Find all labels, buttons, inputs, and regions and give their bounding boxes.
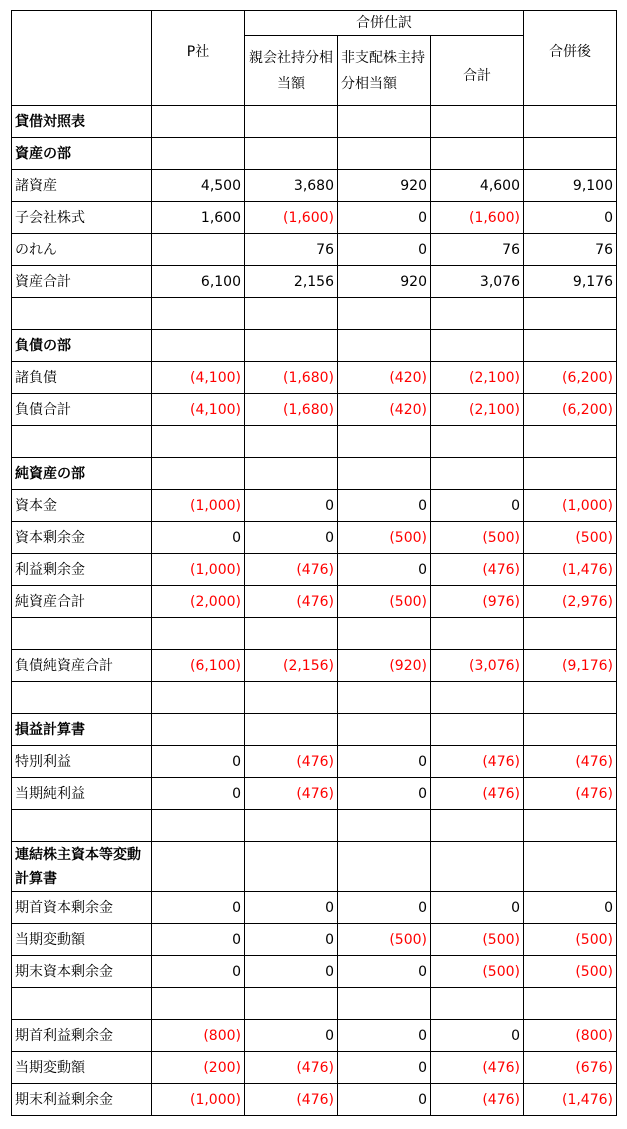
value-cell: 0 bbox=[338, 234, 431, 266]
empty-cell bbox=[245, 618, 338, 650]
empty-cell bbox=[338, 682, 431, 714]
value-cell: 4,500 bbox=[152, 170, 245, 202]
value-cell: (1,600) bbox=[431, 202, 524, 234]
value-cell: 0 bbox=[338, 956, 431, 988]
value-cell: 0 bbox=[338, 778, 431, 810]
value-cell: 0 bbox=[338, 1020, 431, 1052]
empty-cell bbox=[152, 618, 245, 650]
value-cell: 9,176 bbox=[524, 266, 617, 298]
value-cell: (976) bbox=[431, 586, 524, 618]
value-cell: 0 bbox=[338, 490, 431, 522]
value-cell: (2,000) bbox=[152, 586, 245, 618]
row-label: 諸資産 bbox=[12, 170, 152, 202]
empty-cell bbox=[431, 988, 524, 1020]
value-cell: (4,100) bbox=[152, 394, 245, 426]
value-cell: 0 bbox=[245, 924, 338, 956]
table-row bbox=[12, 988, 617, 1020]
empty-cell bbox=[338, 842, 431, 892]
value-cell: (420) bbox=[338, 394, 431, 426]
table-row bbox=[12, 924, 617, 956]
empty-cell bbox=[12, 426, 152, 458]
value-cell: (3,076) bbox=[431, 650, 524, 682]
row-label: 期末資本剰余金 bbox=[12, 956, 152, 988]
empty-cell bbox=[524, 106, 617, 138]
value-cell: (476) bbox=[431, 1084, 524, 1116]
value-cell: (476) bbox=[245, 746, 338, 778]
empty-cell bbox=[338, 988, 431, 1020]
value-cell: (476) bbox=[245, 554, 338, 586]
empty-cell bbox=[431, 810, 524, 842]
table-row bbox=[12, 618, 617, 650]
header-p-company: P社 bbox=[152, 11, 245, 106]
value-cell: 0 bbox=[338, 1084, 431, 1116]
value-cell: 0 bbox=[338, 746, 431, 778]
value-cell: 0 bbox=[245, 490, 338, 522]
empty-cell bbox=[12, 810, 152, 842]
table-row bbox=[12, 778, 617, 810]
value-cell: 9,100 bbox=[524, 170, 617, 202]
value-cell: (200) bbox=[152, 1052, 245, 1084]
value-cell: (9,176) bbox=[524, 650, 617, 682]
value-cell: (800) bbox=[152, 1020, 245, 1052]
row-label: 資産合計 bbox=[12, 266, 152, 298]
value-cell: 6,100 bbox=[152, 266, 245, 298]
empty-cell bbox=[524, 298, 617, 330]
value-cell: (6,100) bbox=[152, 650, 245, 682]
table-row bbox=[12, 362, 617, 394]
value-cell: (476) bbox=[245, 778, 338, 810]
empty-cell bbox=[431, 618, 524, 650]
value-cell: 0 bbox=[152, 522, 245, 554]
value-cell: 3,076 bbox=[431, 266, 524, 298]
empty-cell bbox=[431, 842, 524, 892]
value-cell: 4,600 bbox=[431, 170, 524, 202]
row-label: 損益計算書 bbox=[12, 714, 152, 746]
table-row bbox=[12, 202, 617, 234]
table-row bbox=[12, 842, 617, 892]
value-cell: 0 bbox=[338, 1052, 431, 1084]
empty-cell bbox=[152, 458, 245, 490]
row-label: 純資産合計 bbox=[12, 586, 152, 618]
value-cell: 0 bbox=[431, 1020, 524, 1052]
value-cell: (1,000) bbox=[524, 490, 617, 522]
header-merger-entry: 合併仕訳 bbox=[245, 11, 524, 36]
empty-cell bbox=[524, 330, 617, 362]
table-row bbox=[12, 298, 617, 330]
table-row bbox=[12, 522, 617, 554]
header-parent-share: 親会社持分相当額 bbox=[245, 36, 338, 106]
table-row bbox=[12, 1084, 617, 1116]
row-label: 資本金 bbox=[12, 490, 152, 522]
row-label: 資本剰余金 bbox=[12, 522, 152, 554]
empty-cell bbox=[431, 298, 524, 330]
table-row bbox=[12, 458, 617, 490]
value-cell: (6,200) bbox=[524, 362, 617, 394]
empty-cell bbox=[12, 988, 152, 1020]
empty-cell bbox=[245, 682, 338, 714]
value-cell: (500) bbox=[524, 924, 617, 956]
value-cell: (2,100) bbox=[431, 394, 524, 426]
table-row bbox=[12, 714, 617, 746]
table-row bbox=[12, 426, 617, 458]
empty-cell bbox=[152, 426, 245, 458]
empty-cell bbox=[524, 810, 617, 842]
empty-cell bbox=[524, 618, 617, 650]
empty-cell bbox=[524, 458, 617, 490]
row-label: 負債純資産合計 bbox=[12, 650, 152, 682]
empty-cell bbox=[245, 458, 338, 490]
value-cell: 0 bbox=[524, 892, 617, 924]
table-row bbox=[12, 234, 617, 266]
value-cell: (476) bbox=[245, 1052, 338, 1084]
row-label: 当期変動額 bbox=[12, 924, 152, 956]
empty-cell bbox=[431, 106, 524, 138]
value-cell: (500) bbox=[524, 522, 617, 554]
row-label: 純資産の部 bbox=[12, 458, 152, 490]
table-row bbox=[12, 956, 617, 988]
row-label: 負債の部 bbox=[12, 330, 152, 362]
value-cell: (500) bbox=[431, 956, 524, 988]
table-row bbox=[12, 490, 617, 522]
value-cell: 0 bbox=[431, 490, 524, 522]
table-row bbox=[12, 810, 617, 842]
table-row bbox=[12, 106, 617, 138]
empty-cell bbox=[338, 330, 431, 362]
empty-cell bbox=[152, 810, 245, 842]
value-cell: 0 bbox=[524, 202, 617, 234]
empty-cell bbox=[338, 458, 431, 490]
table-row bbox=[12, 394, 617, 426]
empty-cell bbox=[338, 618, 431, 650]
value-cell: 2,156 bbox=[245, 266, 338, 298]
value-cell: 0 bbox=[152, 924, 245, 956]
empty-cell bbox=[12, 682, 152, 714]
value-cell: (1,000) bbox=[152, 1084, 245, 1116]
value-cell: (920) bbox=[338, 650, 431, 682]
header-blank-cell bbox=[12, 11, 152, 106]
empty-cell bbox=[431, 682, 524, 714]
row-label: 貸借対照表 bbox=[12, 106, 152, 138]
value-cell: 920 bbox=[338, 170, 431, 202]
value-cell: (800) bbox=[524, 1020, 617, 1052]
value-cell: (500) bbox=[431, 924, 524, 956]
value-cell: (500) bbox=[431, 522, 524, 554]
empty-cell bbox=[524, 714, 617, 746]
value-cell: (476) bbox=[431, 554, 524, 586]
empty-cell bbox=[338, 714, 431, 746]
value-cell: (500) bbox=[338, 586, 431, 618]
empty-cell bbox=[152, 842, 245, 892]
value-cell: (1,680) bbox=[245, 362, 338, 394]
row-label: 当期純利益 bbox=[12, 778, 152, 810]
row-label: 負債合計 bbox=[12, 394, 152, 426]
table-row bbox=[12, 1020, 617, 1052]
row-label: 当期変動額 bbox=[12, 1052, 152, 1084]
empty-cell bbox=[245, 810, 338, 842]
header-row-1 bbox=[12, 11, 617, 36]
empty-cell bbox=[431, 426, 524, 458]
table-row bbox=[12, 138, 617, 170]
value-cell: 0 bbox=[338, 892, 431, 924]
row-label: 期末利益剰余金 bbox=[12, 1084, 152, 1116]
value-cell: (4,100) bbox=[152, 362, 245, 394]
empty-cell bbox=[245, 714, 338, 746]
empty-cell bbox=[338, 810, 431, 842]
value-cell: 0 bbox=[245, 956, 338, 988]
table-row bbox=[12, 892, 617, 924]
empty-cell bbox=[245, 842, 338, 892]
value-cell: 0 bbox=[245, 1020, 338, 1052]
row-label: 特別利益 bbox=[12, 746, 152, 778]
table-row bbox=[12, 586, 617, 618]
value-cell: 0 bbox=[152, 892, 245, 924]
header-nci-share: 非支配株主持分相当額 bbox=[338, 36, 431, 106]
value-cell: (1,000) bbox=[152, 490, 245, 522]
row-label: 諸負債 bbox=[12, 362, 152, 394]
value-cell: 0 bbox=[431, 892, 524, 924]
value-cell: 76 bbox=[245, 234, 338, 266]
value-cell: (2,976) bbox=[524, 586, 617, 618]
table-row bbox=[12, 330, 617, 362]
value-cell: 0 bbox=[245, 892, 338, 924]
table-row bbox=[12, 650, 617, 682]
empty-cell bbox=[524, 426, 617, 458]
empty-cell bbox=[152, 138, 245, 170]
row-label: 期首資本剰余金 bbox=[12, 892, 152, 924]
table-row bbox=[12, 1052, 617, 1084]
header-after-merger: 合併後 bbox=[524, 11, 617, 106]
empty-cell bbox=[338, 138, 431, 170]
merger-worksheet-table bbox=[11, 10, 617, 1116]
empty-cell bbox=[524, 138, 617, 170]
empty-cell bbox=[245, 426, 338, 458]
value-cell: 0 bbox=[152, 956, 245, 988]
value-cell: (476) bbox=[524, 746, 617, 778]
value-cell: (1,000) bbox=[152, 554, 245, 586]
empty-cell bbox=[431, 138, 524, 170]
value-cell: 0 bbox=[338, 554, 431, 586]
value-cell: 0 bbox=[245, 522, 338, 554]
table-row bbox=[12, 682, 617, 714]
value-cell: 1,600 bbox=[152, 202, 245, 234]
empty-cell bbox=[524, 842, 617, 892]
empty-cell bbox=[152, 330, 245, 362]
value-cell: (2,100) bbox=[431, 362, 524, 394]
value-cell: 76 bbox=[524, 234, 617, 266]
empty-cell bbox=[152, 714, 245, 746]
header-entry-total: 合計 bbox=[431, 36, 524, 106]
value-cell: 0 bbox=[152, 746, 245, 778]
value-cell: (476) bbox=[431, 1052, 524, 1084]
empty-cell bbox=[245, 330, 338, 362]
empty-cell bbox=[152, 988, 245, 1020]
worksheet-body bbox=[12, 11, 617, 1116]
empty-cell bbox=[152, 682, 245, 714]
value-cell: 3,680 bbox=[245, 170, 338, 202]
value-cell: (1,600) bbox=[245, 202, 338, 234]
value-cell: (476) bbox=[245, 586, 338, 618]
value-cell: (476) bbox=[431, 778, 524, 810]
value-cell: (6,200) bbox=[524, 394, 617, 426]
value-cell: (2,156) bbox=[245, 650, 338, 682]
empty-cell bbox=[152, 298, 245, 330]
value-cell: (1,680) bbox=[245, 394, 338, 426]
empty-cell bbox=[431, 458, 524, 490]
empty-cell bbox=[245, 138, 338, 170]
value-cell: (476) bbox=[431, 746, 524, 778]
empty-cell bbox=[524, 682, 617, 714]
empty-cell bbox=[152, 106, 245, 138]
value-cell: (476) bbox=[245, 1084, 338, 1116]
table-row bbox=[12, 746, 617, 778]
value-cell: (676) bbox=[524, 1052, 617, 1084]
empty-cell bbox=[245, 988, 338, 1020]
table-row bbox=[12, 554, 617, 586]
value-cell: (500) bbox=[524, 956, 617, 988]
row-label: 利益剰余金 bbox=[12, 554, 152, 586]
value-cell: (1,476) bbox=[524, 554, 617, 586]
value-cell: (1,476) bbox=[524, 1084, 617, 1116]
value-cell: (420) bbox=[338, 362, 431, 394]
table-row bbox=[12, 266, 617, 298]
empty-cell bbox=[431, 330, 524, 362]
empty-cell bbox=[338, 426, 431, 458]
row-label: のれん bbox=[12, 234, 152, 266]
empty-cell bbox=[338, 106, 431, 138]
value-cell: 920 bbox=[338, 266, 431, 298]
value-cell: 0 bbox=[338, 202, 431, 234]
row-label: 連結株主資本等変動計算書 bbox=[12, 842, 152, 892]
row-label: 子会社株式 bbox=[12, 202, 152, 234]
empty-cell bbox=[524, 988, 617, 1020]
empty-cell bbox=[12, 298, 152, 330]
empty-cell bbox=[338, 298, 431, 330]
value-cell: (500) bbox=[338, 924, 431, 956]
empty-cell bbox=[12, 618, 152, 650]
value-cell: (476) bbox=[524, 778, 617, 810]
empty-cell bbox=[152, 234, 245, 266]
empty-cell bbox=[245, 298, 338, 330]
empty-cell bbox=[245, 106, 338, 138]
table-row bbox=[12, 170, 617, 202]
value-cell: 76 bbox=[431, 234, 524, 266]
value-cell: 0 bbox=[152, 778, 245, 810]
value-cell: (500) bbox=[338, 522, 431, 554]
row-label: 期首利益剰余金 bbox=[12, 1020, 152, 1052]
row-label: 資産の部 bbox=[12, 138, 152, 170]
empty-cell bbox=[431, 714, 524, 746]
